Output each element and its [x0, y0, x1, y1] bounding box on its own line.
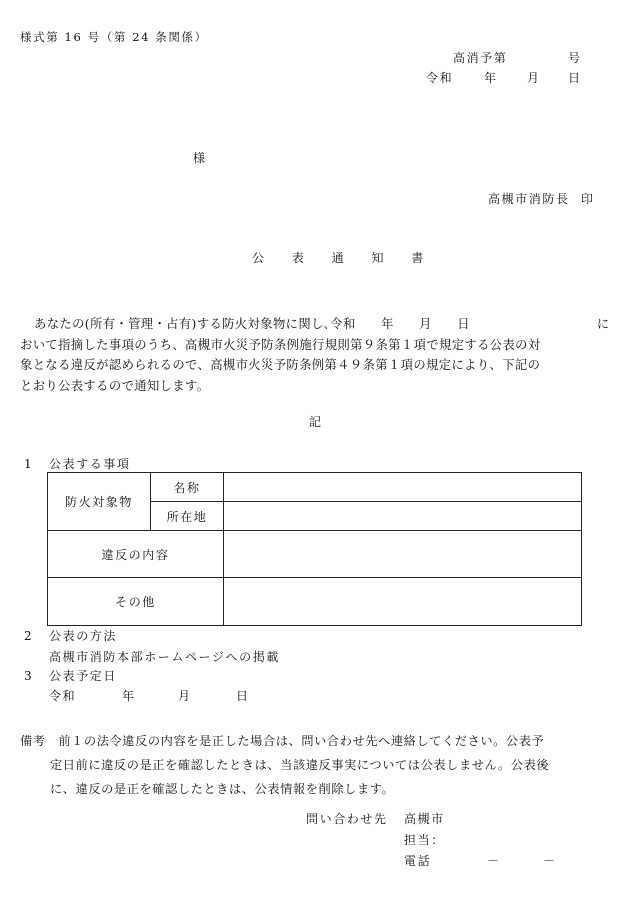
address-label-cell: [151, 502, 224, 531]
notes-label: 備考: [20, 734, 46, 748]
section3-date-era: 令和: [49, 689, 77, 703]
section3-date-year: 年: [122, 689, 135, 703]
notes-line: 定日前に違反の是正を確認したときは、当該違反事実については公表しません。公表後: [50, 758, 550, 772]
section3-number: 3: [24, 669, 32, 683]
section2-number: 2: [24, 629, 32, 643]
phone-separator-1: －: [487, 854, 500, 868]
disclosure-items-table: [47, 472, 582, 626]
phone-separator-2: －: [543, 854, 556, 868]
section1-number: 1: [24, 457, 32, 471]
form-number: 様式第 16 号（第 24 条関係）: [20, 30, 208, 44]
object-label: 防火対象物: [64, 495, 133, 509]
object-label-cell: [48, 473, 151, 531]
contact-label: 問い合わせ先: [306, 812, 388, 826]
issue-date-day: 日: [568, 71, 581, 85]
address-label: 所在地: [166, 509, 208, 524]
section3-heading: 公表予定日: [49, 669, 118, 683]
address-value-cell: [224, 502, 582, 531]
issuer-name: 高槻市消防長: [488, 192, 570, 206]
body-line: 象となる違反が認められるので、高槻市火災予防条例第４９条第１項の規定により、下記の: [20, 358, 541, 372]
contact-phone-label: 電話: [404, 854, 432, 868]
other-label-cell: [48, 578, 224, 626]
issue-date-month: 月: [527, 71, 540, 85]
doc-number-prefix: 高消予第: [453, 51, 508, 65]
notes-text: 前１の法令違反の内容を是正した場合は、問い合わせ先へ連絡してください。公表予: [58, 734, 545, 748]
ki-mark: 記: [309, 415, 322, 429]
body-line: おいて指摘した事項のうち、高槻市火災予防条例施行規則第９条第１項で規定する公表の対: [20, 337, 541, 352]
violation-label-cell: [48, 531, 224, 578]
seal-mark: 印: [581, 192, 594, 206]
other-value-cell: [224, 578, 582, 626]
name-value-cell: [224, 473, 582, 502]
name-label-cell: [151, 473, 224, 502]
addressee-suffix: 様: [193, 151, 206, 165]
issue-date-year: 年: [484, 71, 497, 85]
document-title: 公 表 通 知 書: [252, 251, 436, 265]
doc-number-suffix: 号: [568, 51, 581, 65]
notes-block: [20, 729, 612, 801]
other-label: その他: [115, 595, 156, 609]
violation-label: 違反の内容: [101, 547, 170, 562]
notes-line: [20, 729, 612, 753]
section2-heading: 公表の方法: [49, 629, 118, 643]
issue-date-era: 令和: [426, 71, 454, 85]
section3-date-month: 月: [178, 689, 191, 703]
contact-person-label: 担当：: [404, 833, 445, 847]
body-line: あなたの(所有・管理・占有)する防火対象物に関し､令和 年 月 日 に: [34, 317, 610, 331]
name-label: 名称: [173, 480, 201, 495]
body-paragraph: [20, 314, 610, 396]
section2-content: 高槻市消防本部ホームページへの掲載: [49, 650, 280, 664]
contact-org: 高槻市: [404, 812, 445, 826]
body-line: とおり公表するので通知します。: [20, 378, 210, 393]
notes-line: に、違反の是正を確認したときは、公表情報を削除します。: [50, 782, 395, 796]
section3-date-day: 日: [236, 689, 249, 703]
violation-value-cell: [224, 531, 582, 578]
section1-heading: 公表する事項: [49, 457, 131, 471]
